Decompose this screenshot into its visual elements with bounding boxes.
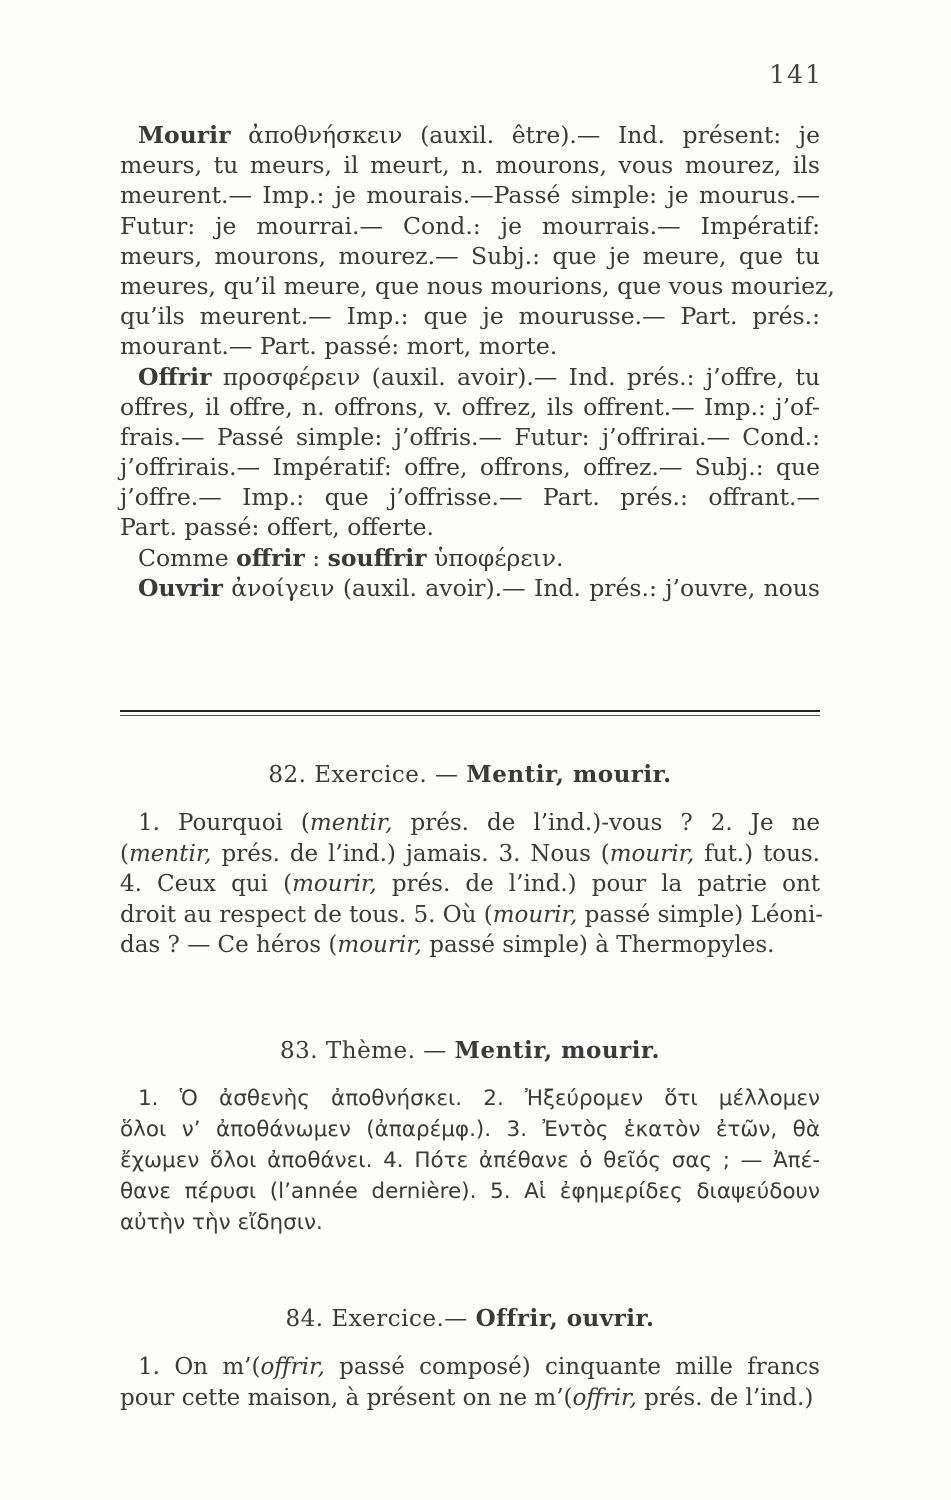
exercise-82-line: das ? — Ce héros (mourir, passé simple) à Thermopyles. — [120, 932, 775, 958]
theme-83 — [120, 1036, 820, 1239]
section-rule — [120, 710, 820, 716]
offrir-line: Offrir προσφέρειν (auxil. avoir).— Ind. prés.: j’offre, tu — [138, 362, 820, 391]
verb-entries — [120, 120, 835, 543]
exercise-84-title: 84. Exercice.— Offrir, ouvrir. — [285, 1305, 655, 1332]
exercise-82-title: 82. Exercice. — Mentir, mourir. — [268, 761, 672, 788]
theme-83-line: θανε πέρυσι (l’année dernière). 5. Αἱ ἐφημερίδες διαψεύδουν — [120, 1179, 820, 1204]
mourir-line: Mourir ἀποθνήσκειν (auxil. être).— Ind. présent: je — [138, 121, 820, 149]
page-number: 141 — [769, 60, 823, 89]
exercise-82 — [120, 760, 824, 961]
mourir-headword: Mourir — [138, 121, 231, 149]
theme-83-line: 1. Ὁ ἀσθενὴς ἀποθνήσκει. 2. Ἠξεύρομεν ὅτι μέλλομεν — [138, 1086, 820, 1111]
mourir-line: mourant.— Part. passé: mort, morte. — [120, 332, 558, 361]
exercise-84 — [120, 1304, 820, 1413]
exercise-84-line: 1. On m’(offrir, passé composé) cinquante mille francs — [138, 1354, 820, 1380]
exercise-82-line: 1. Pourquoi (mentir, prés. de l’ind.)-vous ? 2. Je ne — [138, 810, 820, 836]
mourir-line: meurent.— Imp.: je mourais.—Passé simple: je mourus.— — [120, 181, 820, 210]
theme-83-line: αὐτὴν τὴν εἴδησιν. — [120, 1210, 323, 1235]
exercise-84-line: pour cette maison, à présent on ne m’(offrir, prés. de l’ind.) — [120, 1384, 814, 1411]
mourir-line: Futur: je mourrai.— Cond.: je mourrais.— Impératif: — [120, 211, 820, 240]
exercise-84-text — [120, 1352, 820, 1413]
exercise-82-line: 4. Ceux qui (mourir, prés. de l’ind.) pour la patrie ont — [120, 871, 820, 897]
mourir-line: meurs, tu meurs, il meurt, n. mourons, vous mourez, ils — [120, 151, 820, 180]
offrir-line: Part. passé: offert, offerte. — [120, 513, 435, 542]
conjugation-text — [120, 120, 835, 603]
mourir-line: qu’ils meurent.— Imp.: que je mourusse.— Part. prés.: — [120, 302, 820, 331]
exercise-82-line: (mentir, prés. de l’ind.) jamais. 3. Nous (mourir, fut.) tous. — [120, 840, 820, 867]
ouvrir-entry: Ouvrir ἀνοίγειν (auxil. avoir).— Ind. prés.: j’ouvre, nous — [138, 573, 820, 602]
theme-83-line: ἔχωμεν ὅλοι ἀποθάνει. 4. Πότε ἀπέθανε ὁ θεῖός σας ; — Ἀπέ- — [120, 1148, 820, 1173]
offrir-line: j’offre.— Imp.: que j’offrisse.— Part. prés.: offrant.— — [120, 483, 820, 512]
offrir-headword: Offrir — [138, 362, 212, 391]
mourir-line: meurs, mourons, mourez.— Subj.: que je meure, que tu — [120, 241, 820, 270]
offrir-line: j’offrirais.— Impératif: offre, offrons, offrez.— Subj.: que — [120, 453, 820, 482]
theme-83-title: 83. Thème. — Mentir, mourir. — [280, 1037, 660, 1064]
offrir-line: frais.— Passé simple: j’offris.— Futur: j’offrirai.— Cond.: — [120, 422, 820, 451]
exercise-82-text — [120, 808, 824, 961]
comme-line: Comme offrir : souffrir ὑποφέρειν. — [138, 543, 564, 572]
mourir-line: meures, qu’il meure, que nous mourions, que vous mouriez, — [120, 271, 835, 300]
theme-83-line: ὅλοι ν’ ἀποθάνωμεν (ἀπαρέμφ.). 3. Ἐντὸς ἑκατὸν ἐτῶν, θὰ — [120, 1117, 820, 1142]
offrir-line: offres, il offre, n. offrons, v. offrez, ils offrent.— Imp.: j’of- — [120, 392, 820, 421]
exercise-82-line: droit au respect de tous. 5. Où (mourir, passé simple) Léoni- — [120, 901, 824, 928]
theme-83-text — [120, 1084, 820, 1239]
